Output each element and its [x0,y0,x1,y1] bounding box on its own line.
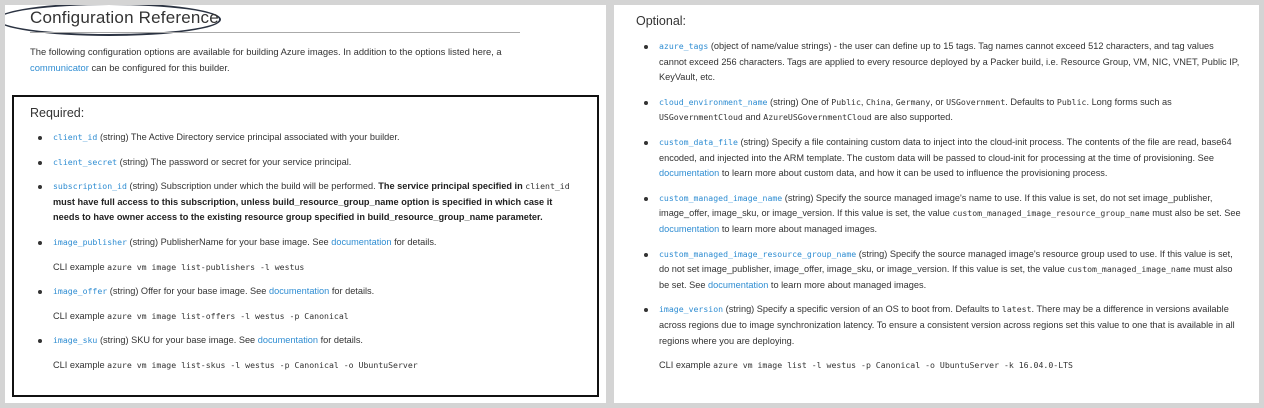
cli-example-publishers [36,260,576,276]
custom-managed-image-rg-doc-link[interactable]: documentation [708,279,769,290]
cloud-env-code-china: China [866,96,891,107]
client-secret-link[interactable]: client_secret [53,156,118,167]
client-id-link[interactable]: client_id [53,132,98,142]
custom-managed-image-name-tail: to learn more about managed images. [721,223,878,234]
client-id-desc: (string) The Active Directory service principal associated with your builder. [99,132,400,142]
list-item-client-id [36,130,576,146]
custom-data-file-link[interactable]: custom_data_file [659,136,738,147]
image-offer-tail: for details. [331,286,375,297]
list-item-custom-data-file [642,135,1242,182]
azure-tags-desc: (object of name/value strings) - the user can define up to 15 tags. Tag names cannot exceed 512 characters, and tag values cannot exceed 256 characters. Tags are applied to every resource deployed by a Packer build, i.e. Resource Group, VM, NIC, VNET, Public IP, KeyVault, etc. [659,41,1240,83]
list-item-image-sku [36,333,576,349]
image-version-link[interactable]: image_version [659,304,724,315]
custom-managed-image-rg-desc: (string) Specify the source managed image's resource group used to use. If this value is set, do not set image_publisher, image_offer, image_sku, or image_version. If this value is set, the value [659,248,1233,275]
list-item-custom-managed-image-resource-group-name [642,247,1242,294]
communicator-link[interactable]: communicator [30,61,89,73]
cli-code: azure vm image list-skus -l westus -p Canonical -o UbuntuServer [107,359,418,370]
list-item-image-version [642,302,1242,349]
required-section [12,95,599,397]
image-offer-link[interactable]: image_offer [53,286,108,297]
list-item-subscription-id [36,179,576,226]
custom-managed-image-name-doc-link[interactable]: documentation [659,223,720,234]
cli-label: CLI example [53,359,105,370]
cloud-env-code-usgovernment: USGovernment [946,96,1006,107]
image-publisher-link[interactable]: image_publisher [53,236,127,247]
cloud-env-text-5: are also supported. [874,112,953,123]
cloud-env-text-2: . Defaults to [1005,96,1055,107]
custom-data-file-tail: to learn more about custom data, and how it can be used to influence the provisioning process. [721,168,1108,179]
list-item-cloud-environment-name [642,95,1242,126]
required-list [36,130,576,383]
cloud-env-text-4: and [745,112,761,123]
custom-managed-image-name-desc: (string) Specify the source managed image's name to use. If this value is set, do not set image_publisher, image_offer, image_sku, or image_version. If this value is set, the value [659,192,1213,219]
cloud-env-text-3: . Long forms such as [1086,96,1172,107]
list-item-image-offer [36,284,576,300]
cli-code: azure vm image list-offers -l westus -p Canonical [107,310,349,321]
cli-example-offers [36,309,576,325]
cloud-env-code-usgovcloud: USGovernmentCloud [659,112,743,123]
list-item-image-publisher [36,235,576,251]
custom-managed-image-name-mid: must also be set. See [1152,208,1241,219]
oval-gap [5,16,12,23]
custom-managed-image-name-code: custom_managed_image_resource_group_name [952,208,1150,219]
cloud-env-sep-3: , or [930,96,944,107]
image-version-tail: . There may be a difference in versions available across regions due to image synchronization latency. To ensure a consistent version across regions set this value to one that is available in all regions where you are deploying. [659,304,1235,346]
cli-code: azure vm image list-publishers -l westus [107,261,305,272]
cloud-env-sep-1: , [860,96,864,107]
custom-managed-image-rg-tail: to learn more about managed images. [770,279,927,290]
image-sku-link[interactable]: image_sku [53,335,98,346]
custom-data-file-doc-link[interactable]: documentation [659,168,720,179]
list-item-custom-managed-image-name [642,191,1242,238]
subscription-id-bold-2: must have full access to this subscription, unless build_resource_group_name option is specified in which case it needs to have owner access to the existing resource group specified in build_resource_group_name parameter. [53,196,553,223]
subscription-id-link[interactable]: subscription_id [53,181,127,192]
custom-managed-image-name-link[interactable]: custom_managed_image_name [659,192,783,203]
image-offer-doc-link[interactable]: documentation [268,286,330,297]
intro-text: The following configuration options are available for building Azure images. In addition to the options listed here, a [30,46,502,57]
custom-managed-image-rg-code: custom_managed_image_name [1067,264,1191,275]
intro-tail: can be configured for this builder. [91,61,230,73]
cloud-env-sep-2: , [890,96,894,107]
cloud-env-text-1: (string) One of [770,96,829,107]
custom-managed-image-rg-link[interactable]: custom_managed_image_resource_group_name [659,248,857,259]
image-sku-desc: (string) SKU for your base image. See [99,335,256,346]
page-title: Configuration Reference [30,8,219,27]
left-panel [5,5,606,403]
list-item-azure-tags [642,39,1242,86]
cli-label: CLI example [53,310,105,321]
image-sku-tail: for details. [320,335,363,346]
image-publisher-doc-link[interactable]: documentation [331,236,392,247]
right-panel [614,5,1259,403]
optional-list [642,39,1242,383]
subscription-id-bold-1: The service principal specified in [378,181,523,192]
cloud-environment-name-link[interactable]: cloud_environment_name [659,96,768,107]
cli-example-image-list [642,358,1242,374]
client-id-code: client_id [525,181,570,192]
client-secret-desc: (string) The password or secret for your service principal. [119,156,352,167]
image-publisher-desc: (string) PublisherName for your base image. See [129,236,329,247]
custom-data-file-desc: (string) Specify a file containing custom data to inject into the cloud-init process. The contents of the file are read, base64 encoded, and injected into the ARM template. The custom data will be passed to cloud-init for processing at the time of provisioning. See [659,136,1232,163]
cloud-env-code-default: Public [1056,96,1087,107]
custom-managed-image-rg-mid: must also be set. See [659,264,1233,290]
cli-code: azure vm image list -l westus -p Canonical -o UbuntuServer -k 16.04.0-LTS [713,360,1073,371]
cli-example-skus [36,358,576,374]
optional-heading: Optional: [636,14,687,28]
required-heading: Required: [30,106,85,120]
intro-paragraph [30,44,530,75]
image-sku-doc-link[interactable]: documentation [257,335,319,346]
cli-label: CLI example [53,261,105,272]
cloud-env-code-germany: Germany [895,96,931,107]
image-offer-desc: (string) Offer for your base image. See [109,286,267,297]
cli-label: CLI example [659,360,711,371]
cloud-env-code-azureusgovcloud: AzureUSGovernmentCloud [763,112,872,123]
image-publisher-tail: for details. [394,236,437,247]
cloud-env-code-public: Public [831,96,861,107]
image-version-code-latest: latest [1001,304,1032,315]
azure-tags-link[interactable]: azure_tags [659,41,709,51]
title-divider [30,32,520,33]
list-item-client-secret [36,155,576,171]
subscription-id-desc: (string) Subscription under which the build will be performed. [129,181,376,192]
image-version-desc: (string) Specify a specific version of an OS to boot from. Defaults to [725,304,1000,315]
